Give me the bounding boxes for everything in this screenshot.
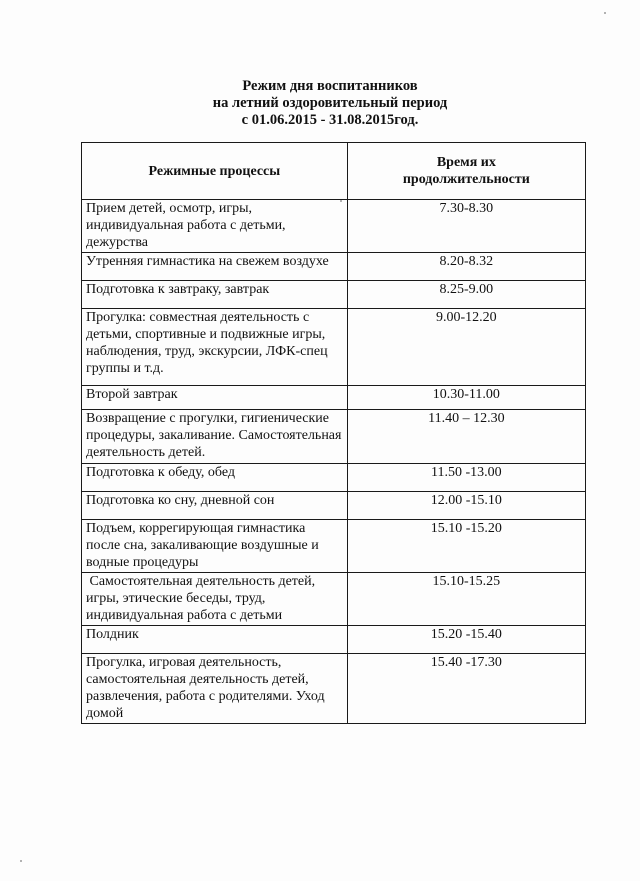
header-time xyxy=(347,143,585,200)
table-row xyxy=(82,520,586,573)
time-cell: 11.50 -13.00 xyxy=(347,464,585,492)
scan-speck xyxy=(20,860,22,862)
document-title xyxy=(0,78,640,129)
process-cell: Возвращение с прогулки, гигиенические процедуры, закаливание. Самостоятельная деятельность детей. xyxy=(82,410,348,464)
time-cell: 15.10-15.25 xyxy=(347,573,585,626)
table-row xyxy=(82,492,586,520)
table-row xyxy=(82,200,586,253)
process-cell: Самостоятельная деятельность детей, игры, этические беседы, труд, индивидуальная работа с детьми xyxy=(82,573,348,626)
table-row xyxy=(82,386,586,410)
title-line-3: с 01.06.2015 - 31.08.2015год. xyxy=(241,112,419,128)
table-row xyxy=(82,410,586,464)
scan-speck xyxy=(604,12,606,14)
header-time-line-1: Время их xyxy=(436,155,496,170)
process-cell: Подъем, коррегирующая гимнастика после сна, закаливающие воздушные и водные процедуры xyxy=(82,520,348,573)
process-cell: Прием детей, осмотр, игры, индивидуальная работа с детьми, дежурства xyxy=(82,200,348,253)
table-header-row xyxy=(82,143,586,200)
scan-speck xyxy=(340,200,342,202)
time-cell: 8.25-9.00 xyxy=(347,281,585,309)
title-line-1: Режим дня воспитанников xyxy=(242,78,418,94)
time-cell: 15.10 -15.20 xyxy=(347,520,585,573)
process-cell: Полдник xyxy=(82,626,348,654)
table-row xyxy=(82,281,586,309)
time-cell: 8.20-8.32 xyxy=(347,253,585,281)
time-cell: 7.30-8.30 xyxy=(347,200,585,253)
process-cell: Подготовка к завтраку, завтрак xyxy=(82,281,348,309)
table-row xyxy=(82,626,586,654)
time-cell: 11.40 – 12.30 xyxy=(347,410,585,464)
table-row xyxy=(82,464,586,492)
table-row xyxy=(82,253,586,281)
time-cell: 12.00 -15.10 xyxy=(347,492,585,520)
time-cell: 15.20 -15.40 xyxy=(347,626,585,654)
header-time-line-2: продолжительности xyxy=(402,172,530,187)
time-cell: 15.40 -17.30 xyxy=(347,654,585,724)
process-cell: Второй завтрак xyxy=(82,386,348,410)
table-row xyxy=(82,573,586,626)
table-row xyxy=(82,309,586,386)
time-cell: 9.00-12.20 xyxy=(347,309,585,386)
table-row xyxy=(82,654,586,724)
title-line-2: на летний оздоровительный период xyxy=(212,95,448,111)
process-cell: Подготовка ко сну, дневной сон xyxy=(82,492,348,520)
process-cell: Прогулка: совместная деятельность с детьми, спортивные и подвижные игры, наблюдения, труд, экскурсии, ЛФК-спец группы и т.д. xyxy=(82,309,348,386)
header-process: Режимные процессы xyxy=(82,143,348,200)
schedule-table xyxy=(81,142,586,724)
process-cell: Прогулка, игровая деятельность, самостоятельная деятельность детей, развлечения, работа с родителями. Уход домой xyxy=(82,654,348,724)
time-cell: 10.30-11.00 xyxy=(347,386,585,410)
process-cell: Подготовка к обеду, обед xyxy=(82,464,348,492)
process-cell: Утренняя гимнастика на свежем воздухе xyxy=(82,253,348,281)
